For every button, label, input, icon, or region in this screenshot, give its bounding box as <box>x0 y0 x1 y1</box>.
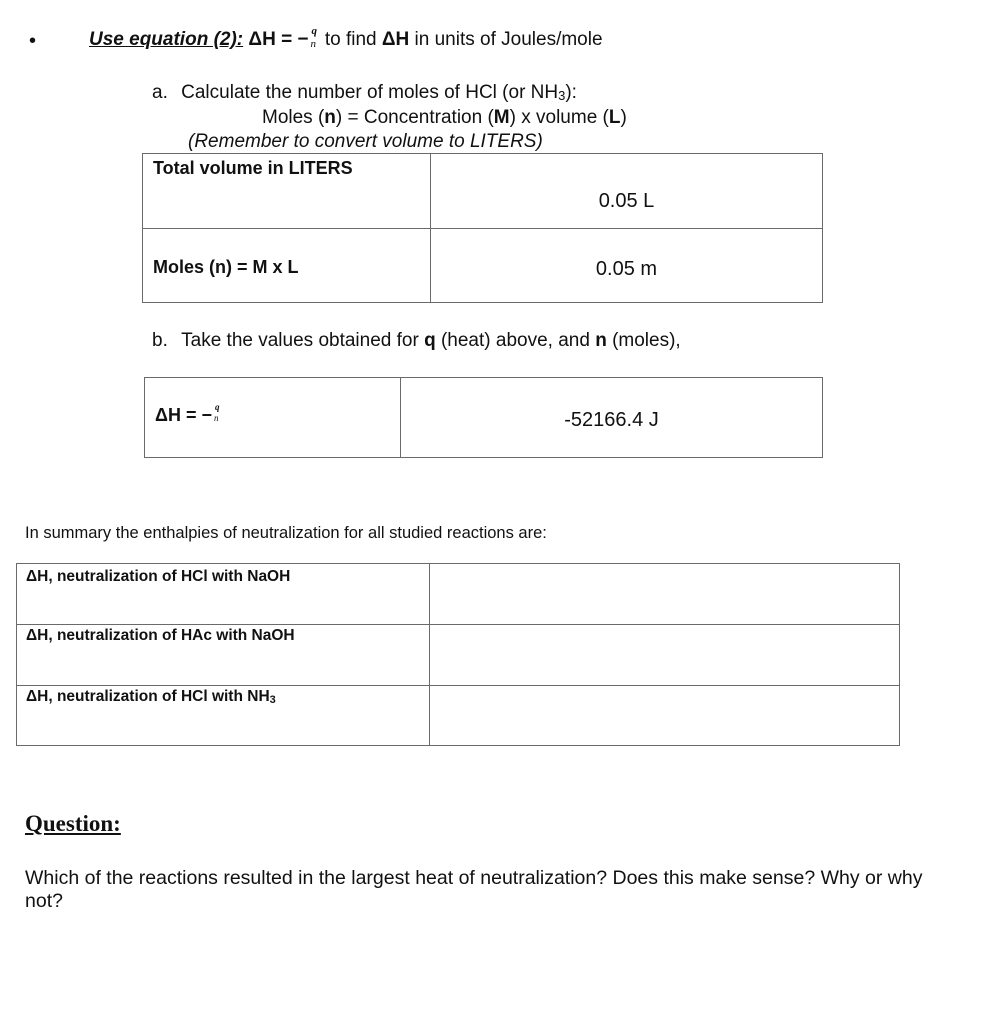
summary-label-cell <box>17 625 430 686</box>
delta-h-label-cell <box>145 378 401 458</box>
instruction-tail-pre: to find <box>324 29 382 50</box>
formula-end: ) <box>620 107 627 128</box>
summary-value-cell[interactable] <box>430 625 900 686</box>
part-b-q: q <box>424 330 436 351</box>
summary-intro: In summary the enthalpies of neutralization for all studied reactions are: <box>25 524 547 542</box>
summary-label: ΔH, neutralization of HAc with NaOH <box>26 627 295 644</box>
summary-subscript: 3 <box>269 694 276 706</box>
table-row <box>17 564 900 625</box>
q-over-n-fraction <box>310 25 320 50</box>
part-b-marker: b. <box>152 330 168 351</box>
question-heading: Question: <box>25 811 121 836</box>
part-b-n: n <box>595 330 607 351</box>
use-equation-label: Use equation (2): <box>89 29 244 50</box>
part-b-heading <box>152 330 681 352</box>
fraction-denominator: n <box>213 413 219 423</box>
fraction-numerator: q <box>214 402 220 412</box>
table-row <box>17 625 900 686</box>
table-row <box>143 229 823 303</box>
table-row <box>17 686 900 746</box>
summary-label-cell <box>17 686 430 746</box>
volume-label-cell: Total volume in LITERS <box>143 154 431 229</box>
part-a-text: Calculate the number of moles of HCl (or NH <box>181 82 559 103</box>
formula-n: n <box>324 107 336 128</box>
summary-value-cell[interactable] <box>430 564 900 625</box>
moles-value-cell: 0.05 m <box>431 229 823 303</box>
bullet: • <box>29 30 37 52</box>
moles-formula <box>262 107 627 129</box>
part-a-subscript: 3 <box>558 88 566 103</box>
q-over-n-fraction <box>214 404 222 426</box>
formula-moles: Moles ( <box>262 107 325 128</box>
summary-table <box>16 563 900 746</box>
fraction-denominator: n <box>310 38 317 50</box>
remember-note: (Remember to convert volume to LITERS) <box>188 131 543 152</box>
moles-label-cell: Moles (n) = M x L <box>143 229 431 303</box>
summary-label: ΔH, neutralization of HCl with NH <box>26 688 270 705</box>
table-row <box>145 378 823 458</box>
part-b-pre: Take the values obtained for <box>181 330 425 351</box>
part-a-text-end: ): <box>565 82 577 103</box>
part-a-marker: a. <box>152 82 168 103</box>
formula-l: L <box>608 107 621 128</box>
moles-table <box>142 153 823 303</box>
formula-eq: ) = Concentration ( <box>335 107 494 128</box>
fraction-numerator: q <box>311 25 318 37</box>
question-body: Which of the reactions resulted in the largest heat of neutralization? Does this make sense? Why or why not? <box>25 867 923 912</box>
summary-label-cell <box>17 564 430 625</box>
part-a-heading <box>152 82 577 104</box>
table-row <box>143 154 823 229</box>
summary-value-cell[interactable] <box>430 686 900 746</box>
part-b-post: (moles), <box>606 330 681 351</box>
delta-h-lhs: ΔH = − <box>248 29 309 50</box>
summary-label: ΔH, neutralization of HCl with NaOH <box>26 568 291 585</box>
volume-value-cell: 0.05 L <box>431 154 823 229</box>
formula-m: M <box>493 107 510 128</box>
delta-h-label: ΔH = − <box>155 405 212 425</box>
formula-vol: ) x volume ( <box>509 107 609 128</box>
instruction-tail-bold: ΔH <box>381 29 410 50</box>
instruction-line <box>89 25 603 51</box>
delta-h-value-cell: -52166.4 J <box>401 378 823 458</box>
part-b-mid: (heat) above, and <box>435 330 596 351</box>
instruction-tail-post: in units of Joules/mole <box>409 29 603 50</box>
delta-h-table <box>144 377 823 458</box>
